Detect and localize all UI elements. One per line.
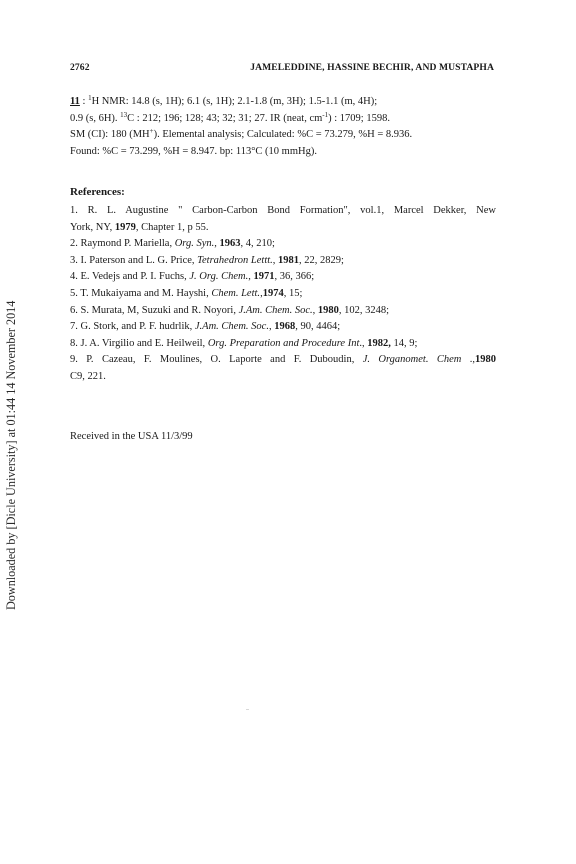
reference-item [70,303,496,320]
reference-journal: Chem. Lett. [211,287,261,299]
received-date: Received in the USA 11/3/99 [70,431,193,442]
reference-text: , 22, 2829; [299,254,344,266]
scan-speck [246,709,249,710]
reference-sep: ., [359,337,368,349]
references-list [70,203,496,386]
nmr-data-block [70,94,496,160]
nmr-13c-data: C : 212; 196; 128; 43; 32; 31; 27. IR (neat, cm [127,112,323,124]
reference-text: 9. P. Cazeau, F. Moulines, O. Laporte and F. Duboudin, [70,354,363,366]
reference-year: 1982, [367,337,391,349]
reference-sep: , [260,287,263,299]
reference-text: 3. I. Paterson and L. G. Price, [70,254,198,266]
nmr-1h-data: H NMR: 14.8 (s, 1H); 6.1 (s, 1H); 2.1-1.8 (m, 3H); 1.5-1.1 (m, 4H); [91,96,378,107]
reference-item: 1. R. L. Augustine " Carbon-Carbon Bond Formation", vol.1, Marcel Dekker, New [70,205,496,216]
nmr-ms-data: SM (CI): 180 (MH [70,129,150,141]
reference-sep: , [268,321,275,333]
nmr-line-1 [70,94,496,111]
reference-text: York, NY, [70,221,115,233]
reference-item [70,286,496,303]
nmr-sup-cm: -1 [322,110,329,119]
download-watermark-text: Downloaded by [Dicle University] at 01:44 14 November 2014 [4,300,18,610]
reference-text: 14, 9; [390,337,418,349]
reference-item [70,236,496,253]
reference-year: 1974 [262,287,284,299]
download-watermark [2,265,20,610]
reference-journal: J.Am. Chem. Soc. [238,304,313,316]
nmr-line-3 [70,127,496,144]
reference-journal: Org. Preparation and Procedure Int [207,337,360,349]
reference-item [70,269,496,286]
reference-year: 1980 [475,354,496,366]
reference-text: 8. J. A. Virgilio and E. Heilweil, [70,337,208,349]
reference-sep: , [214,238,220,250]
references-heading: References: [70,186,125,198]
page-header [70,62,494,76]
nmr-line-2-a: 0.9 (s, 6H). [70,112,121,124]
reference-sep: , [272,254,279,266]
nmr-line-4: Found: %C = 73.299, %H = 8.947. bp: 113°C (10 mmHg). [70,145,317,157]
reference-year: 1963 [219,238,241,250]
reference-text: 4. E. Vedejs and P. I. Fuchs, [70,271,190,283]
reference-text: , 4, 210; [240,238,275,250]
nmr-analysis-calc: ). Elemental analysis; Calculated: %C = 73.279, %H = 8.936. [153,129,413,141]
reference-text: 5. T. Mukaiyama and M. Hayshi, [70,287,212,299]
reference-journal: J. Org. Chem. [189,271,249,283]
reference-item-continuation: C9, 221. [70,370,106,382]
reference-journal: Tetrahedron Lettt. [197,254,273,266]
reference-item [70,253,496,270]
reference-sep: , [312,304,318,316]
reference-year: 1968 [274,321,296,333]
compound-label: 11 [70,96,80,107]
reference-sep: ., [469,354,475,366]
reference-text: 7. G. Stork, and P. F. hudrlik, [70,321,195,333]
reference-journal: J. Organomet. Chem [362,354,462,366]
reference-journal: J.Am. Chem. Soc. [194,321,269,333]
reference-item [70,336,496,353]
reference-year: 1981 [278,254,300,266]
nmr-colon: : [79,96,89,107]
nmr-sup-1h: 1 [88,94,92,102]
nmr-ir-data: ) : 1709; 1598. [328,112,390,124]
reference-text: , 102, 3248; [338,304,390,316]
reference-text: 6. S. Murata, M, Suzuki and R. Noyori, [70,304,239,316]
reference-item [70,352,496,369]
nmr-line-2 [70,111,496,128]
reference-sep: , [248,271,254,283]
reference-item-continuation [70,220,496,237]
reference-journal: Org. Syn. [174,238,215,250]
nmr-sup-plus: + [149,127,154,136]
page-number: 2762 [70,62,90,73]
reference-text: , 90, 4464; [295,321,341,333]
reference-year: 1971 [253,271,275,283]
reference-text: 2. Raymond P. Mariella, [70,238,175,250]
nmr-sup-13c: 13 [120,110,128,119]
reference-text: , 36, 366; [274,271,315,283]
reference-year: 1980 [317,304,339,316]
reference-year: 1979 [114,221,136,233]
reference-item [70,319,496,336]
running-head: JAMELEDDINE, HASSINE BECHIR, AND MUSTAPHA [250,62,494,73]
reference-text: , Chapter 1, p 55. [135,221,209,233]
reference-text: , 15; [283,287,303,299]
